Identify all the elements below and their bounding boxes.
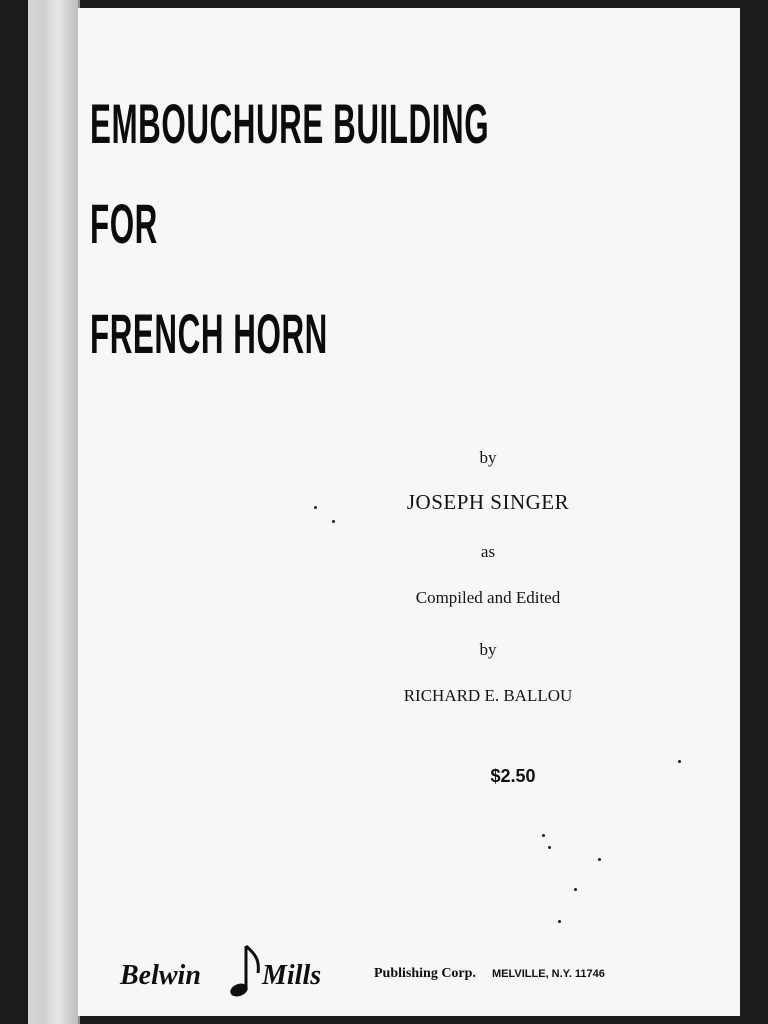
brand-belwin: Belwin — [120, 960, 201, 991]
as-text: as — [480, 542, 496, 561]
author-name: JOSEPH SINGER — [406, 490, 570, 514]
title-line-2: FOR — [90, 192, 158, 255]
by-text-2: by — [479, 640, 497, 659]
book-spine — [28, 0, 80, 1024]
publisher-name: Publishing Corp. — [374, 966, 476, 981]
publisher-address: MELVILLE, N.Y. 11746 — [492, 968, 605, 980]
by-text: by — [479, 448, 497, 467]
speck — [678, 760, 681, 763]
compiled-edited-text: Compiled and Edited — [415, 588, 561, 607]
speck — [598, 858, 601, 861]
price-label: $2.50 — [490, 766, 536, 786]
book-cover — [78, 8, 740, 1016]
speck — [548, 846, 551, 849]
publisher-footer — [120, 948, 680, 1008]
title-line-1: EMBOUCHURE BUILDING — [90, 92, 490, 155]
speck — [332, 520, 335, 523]
speck — [542, 834, 545, 837]
title-line-3: FRENCH HORN — [90, 302, 328, 365]
brand-mills: Mills — [262, 960, 322, 991]
speck — [558, 920, 561, 923]
speck — [314, 506, 317, 509]
editor-name: RICHARD E. BALLOU — [403, 686, 573, 705]
eighth-note-icon — [228, 943, 262, 1006]
speck — [574, 888, 577, 891]
